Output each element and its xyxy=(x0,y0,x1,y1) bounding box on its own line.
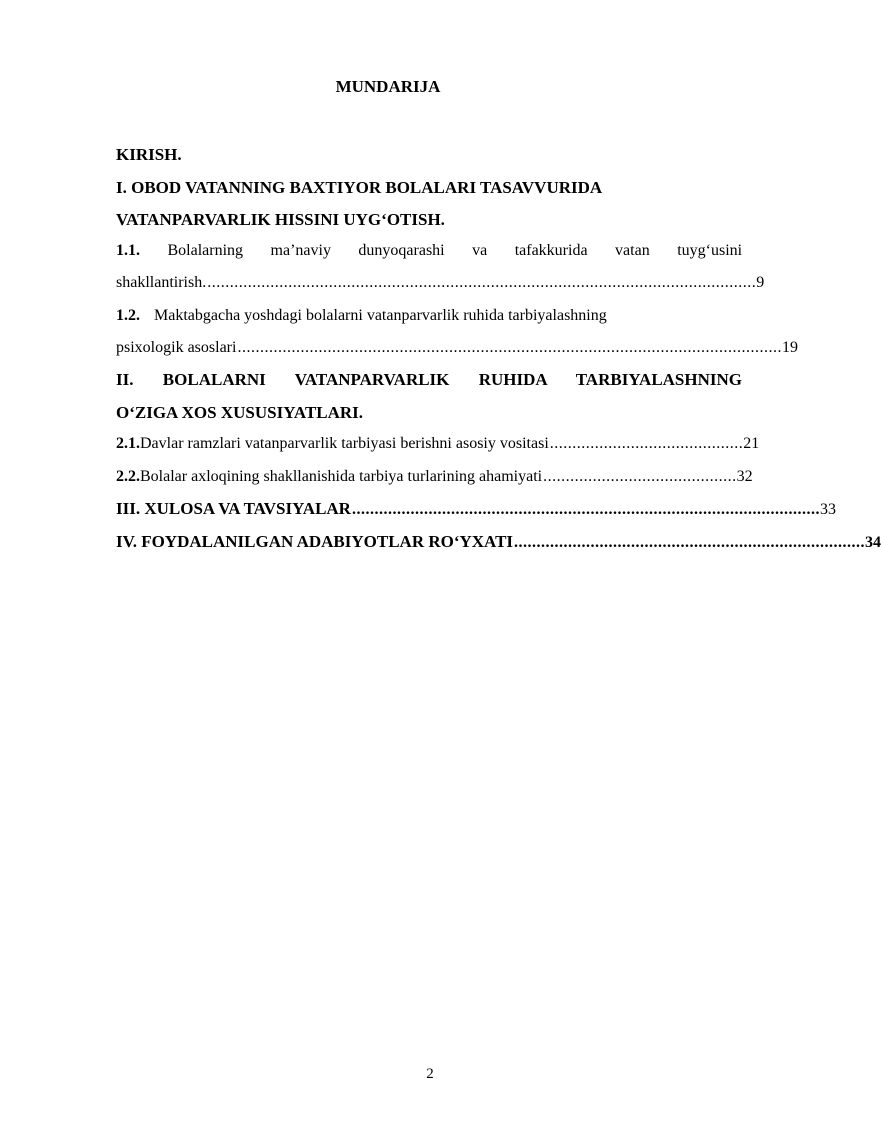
toc-leader-dots: .......................................................................................................................... xyxy=(207,274,757,291)
page-number: 2 xyxy=(426,1066,434,1082)
toc-page-number: 34 xyxy=(865,534,881,551)
toc-leader-dots: ......................................................................................................................... xyxy=(237,339,782,356)
toc-page-number: 32 xyxy=(736,468,753,485)
toc-chapter-4: IV. FOYDALANILGAN ADABIYOTLAR RO‘YXATI .............................................................................. 34 xyxy=(116,531,742,554)
toc-section-number: 2.1. xyxy=(116,435,140,452)
toc-leader-dots: ........................................... xyxy=(543,468,737,485)
toc-section-number: 1.2. xyxy=(116,307,140,324)
toc-chapter-2-line-2: O‘ZIGA XOS XUSUSIYATLARI. xyxy=(116,403,364,422)
toc-section-1-1-line-2: shakllantirish. .......................................................................................................................... 9 xyxy=(116,272,742,294)
toc-page-number: 33 xyxy=(819,501,836,518)
toc-section-1-2-line-2: psixologik asoslari ......................................................................................................................... 19 xyxy=(116,337,742,359)
toc-page-number: 19 xyxy=(781,339,798,356)
toc-chapter-1-line-2: VATANPARVARLIK HISSINI UYG‘OTISH. xyxy=(116,210,445,229)
toc-leader-dots: .............................................................................. xyxy=(514,534,866,551)
toc-leader-dots: ........................................... xyxy=(549,435,744,452)
toc-chapter-3: III. XULOSA VA TAVSIYALAR ........................................................................................................ 33 xyxy=(116,498,742,521)
toc-section-1-1-line-1: 1.1. Bolalarning ma’naviy dunyoqarashi va tafakkurida vatan tuyg‘usini xyxy=(116,242,743,259)
toc-section-2-1: 2.1. Davlar ramzlari vatanparvarlik tarbiyasi berishni asosiy vositasi ........................................... 21 xyxy=(116,433,742,455)
page-title: MUNDARIJA xyxy=(335,77,441,96)
toc-section-1-2-line-1: 1.2. Maktabgacha yoshdagi bolalarni vatanparvarlik ruhida tarbiyalashning xyxy=(116,305,742,327)
toc-section-number: 1.1. xyxy=(116,242,140,259)
toc-page-number: 9 xyxy=(756,274,765,291)
toc-leader-dots: ........................................................................................................ xyxy=(351,501,820,518)
toc-section-2-2: 2.2. Bolalar axloqining shakllanishida tarbiya turlarining ahamiyati ........................................... 32 xyxy=(116,466,742,488)
toc-chapter-1-line-1: I. OBOD VATANNING BAXTIYOR BOLALARI TASAVVURIDA xyxy=(116,178,603,197)
toc-page-number: 21 xyxy=(743,435,760,452)
toc-chapter-2-line-1: II. BOLALARNI VATANPARVARLIK RUHIDA TARBIYALASHNING xyxy=(116,370,742,389)
toc-section-number: 2.2. xyxy=(116,468,140,485)
toc-intro: KIRISH. xyxy=(116,145,182,164)
